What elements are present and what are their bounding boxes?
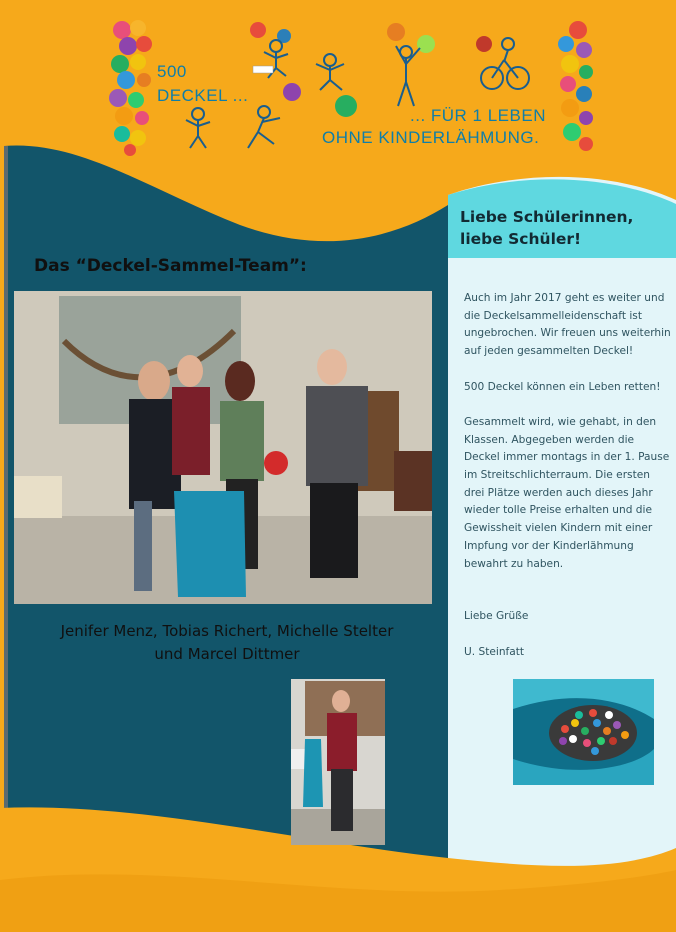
team-photo (14, 291, 432, 604)
letter-paragraph-info: Gesammelt wird, wie gehabt, in den Klassen. Abgegeben werden die Deckel immer montags in der 1. Pause im Streitschlichterraum. Die ersten drei Plätze werden auch dieses Jahr wieder tolle Preise erhalten und die Gewissheit vielen Kindern mit einer Impfung vor der Kinderlähmung bewahrt zu haben. (464, 415, 670, 570)
letter-paragraph-intro: Auch im Jahr 2017 geht es weiter und die Deckelsammelleidenschaft ist ungebrochen. Wir freuen uns weiterhin auf jeden gesammelten Deckel! (464, 292, 671, 358)
banner-text-deckel: DECKEL ... (157, 86, 249, 105)
letter-paragraph-slogan: 500 Deckel können ein Leben retten! (464, 380, 661, 393)
header-banner (108, 16, 598, 156)
team-names-line2: und Marcel Dittmer (154, 645, 300, 663)
banner-text-fuer-leben: ... FÜR 1 LEBEN (410, 106, 546, 125)
greeting-heading (460, 206, 660, 250)
banner-text-kinderlaehmung: OHNE KINDERLÄHMUNG. (322, 128, 540, 147)
team-names (22, 620, 432, 666)
greeting-heading-line1: Liebe Schülerinnen, (460, 208, 634, 226)
letter-greeting: Liebe Grüße (464, 610, 529, 623)
student-photo (291, 679, 385, 845)
team-names-line1: Jenifer Menz, Tobias Richert, Michelle Stelter (60, 622, 394, 640)
team-title: Das “Deckel-Sammel-Team”: (34, 256, 307, 276)
letter-body (464, 290, 672, 679)
letter-signature: U. Steinfatt (464, 645, 525, 658)
bottle-caps-photo (513, 679, 654, 785)
bottle-cap-icon (109, 20, 152, 156)
stick-figure-icon (186, 108, 210, 148)
greeting-heading-line2: liebe Schüler! (460, 230, 582, 248)
banner-text-500: 500 (157, 62, 187, 81)
